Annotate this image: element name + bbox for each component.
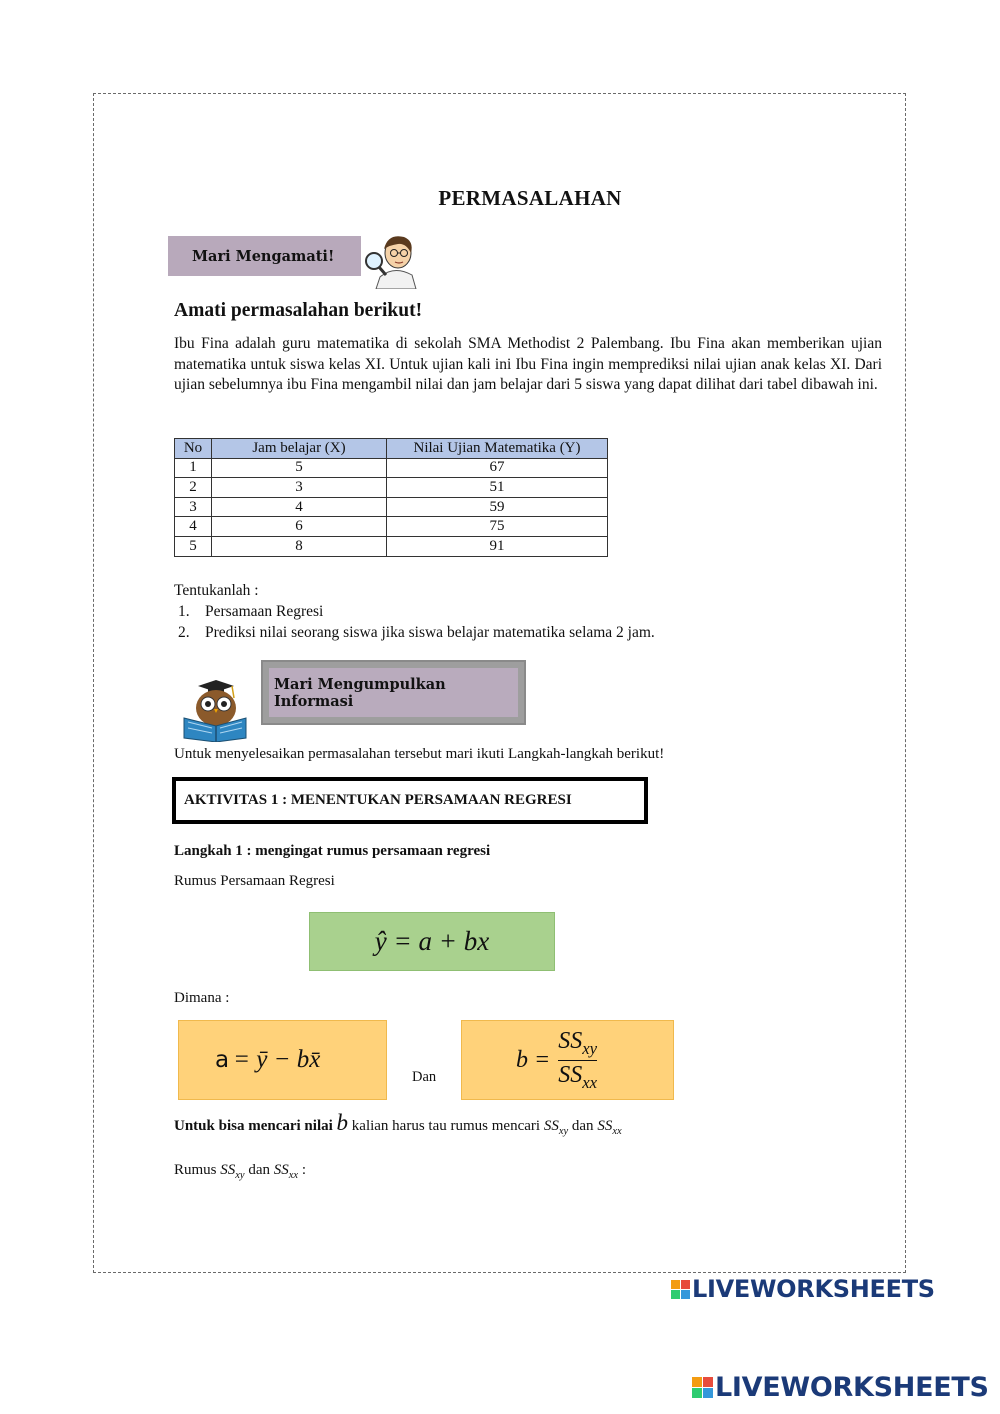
table-cell: 59	[387, 497, 608, 517]
step-1-heading: Langkah 1 : mengingat rumus persamaan regresi	[174, 843, 491, 859]
table-cell: 3	[212, 478, 387, 498]
page-title: PERMASALAHAN	[438, 186, 622, 210]
table-cell: 75	[387, 517, 608, 537]
table-cell: 4	[212, 497, 387, 517]
table-header-no: No	[175, 439, 212, 459]
instruction-text: Untuk menyelesaikan permasalahan tersebut mari ikuti Langkah-langkah berikut!	[174, 746, 665, 762]
table-row	[175, 478, 608, 498]
formula-a-box	[178, 1020, 387, 1100]
formula-a-rhs: = ȳ − bx̄	[233, 1046, 321, 1073]
logo-grid-icon	[692, 1377, 713, 1398]
formula-b-fraction: $\frac{SS_{xy}}{SS_{xx}}$	[558, 1028, 598, 1092]
find-b-sentence: Untuk bisa mencari nilai b kalian harus tau rumus mencari $SS_{xy}$ dan $SS_{xx}$	[174, 1110, 622, 1137]
table-cell: 67	[387, 458, 608, 478]
table-cell: 91	[387, 536, 608, 556]
table-cell: 4	[175, 517, 212, 537]
table-cell: 5	[212, 458, 387, 478]
tasks-list	[178, 602, 655, 643]
table-cell: 51	[387, 478, 608, 498]
table-row	[175, 497, 608, 517]
where-label: Dimana :	[174, 990, 230, 1006]
list-item: 2. Prediksi nilai seorang siswa jika siswa belajar matematika selama 2 jam.	[178, 623, 655, 641]
tasks-intro: Tentukanlah :	[174, 582, 259, 599]
liveworksheets-logo-footer	[692, 1372, 989, 1403]
data-table	[174, 438, 608, 557]
regression-formula-box: ŷ = a + bx	[309, 912, 555, 971]
table-cell: 8	[212, 536, 387, 556]
logo-text: LIVEWORKSHEETS	[715, 1372, 989, 1403]
ss-formula-label: Rumus $SS_{xy}$ dan $SS_{xx}$ :	[174, 1162, 307, 1181]
table-cell: 3	[175, 497, 212, 517]
table-row	[175, 517, 608, 537]
logo-text: LIVEWORKSHEETS	[692, 1275, 935, 1303]
activity-title-box: AKTIVITAS 1 : MENENTUKAN PERSAMAAN REGRESI	[172, 777, 648, 824]
logo-grid-icon	[671, 1280, 690, 1299]
list-item: 1. Persamaan Regresi	[178, 603, 324, 620]
table-row	[175, 458, 608, 478]
boy-magnifier-illustration	[360, 231, 426, 289]
formula-b-lhs: b =	[516, 1046, 551, 1073]
formula-b-box	[461, 1020, 674, 1100]
table-cell: 1	[175, 458, 212, 478]
table-header-x: Jam belajar (X)	[212, 439, 387, 459]
and-label: Dan	[412, 1069, 437, 1085]
table-header-row	[175, 439, 608, 459]
table-cell: 5	[175, 536, 212, 556]
formula-label: Rumus Persamaan Regresi	[174, 873, 335, 889]
table-cell: 2	[175, 478, 212, 498]
section-subtitle: Amati permasalahan berikut!	[174, 300, 423, 321]
problem-paragraph: Ibu Fina adalah guru matematika di sekolah SMA Methodist 2 Palembang. Ibu Fina akan memberikan ujian matematika untuk siswa kelas XI. Untuk ujian kali ini Ibu Fina ingin memprediksi nilai ujian anak kelas XI. Dari ujian sebelumnya ibu Fina mengambil nilai dan jam belajar dari 5 siswa yang dapat dilihat dari tabel dibawah ini.	[174, 335, 882, 393]
owl-book-illustration	[178, 678, 248, 742]
table-cell: 6	[212, 517, 387, 537]
table-header-y: Nilai Ujian Matematika (Y)	[387, 439, 608, 459]
collect-info-banner: Mari Mengumpulkan Informasi	[261, 660, 526, 725]
observe-banner: Mari Mengamati!	[168, 236, 361, 276]
table-row	[175, 536, 608, 556]
formula-a-lhs: a	[215, 1047, 230, 1073]
liveworksheets-logo	[671, 1275, 935, 1303]
